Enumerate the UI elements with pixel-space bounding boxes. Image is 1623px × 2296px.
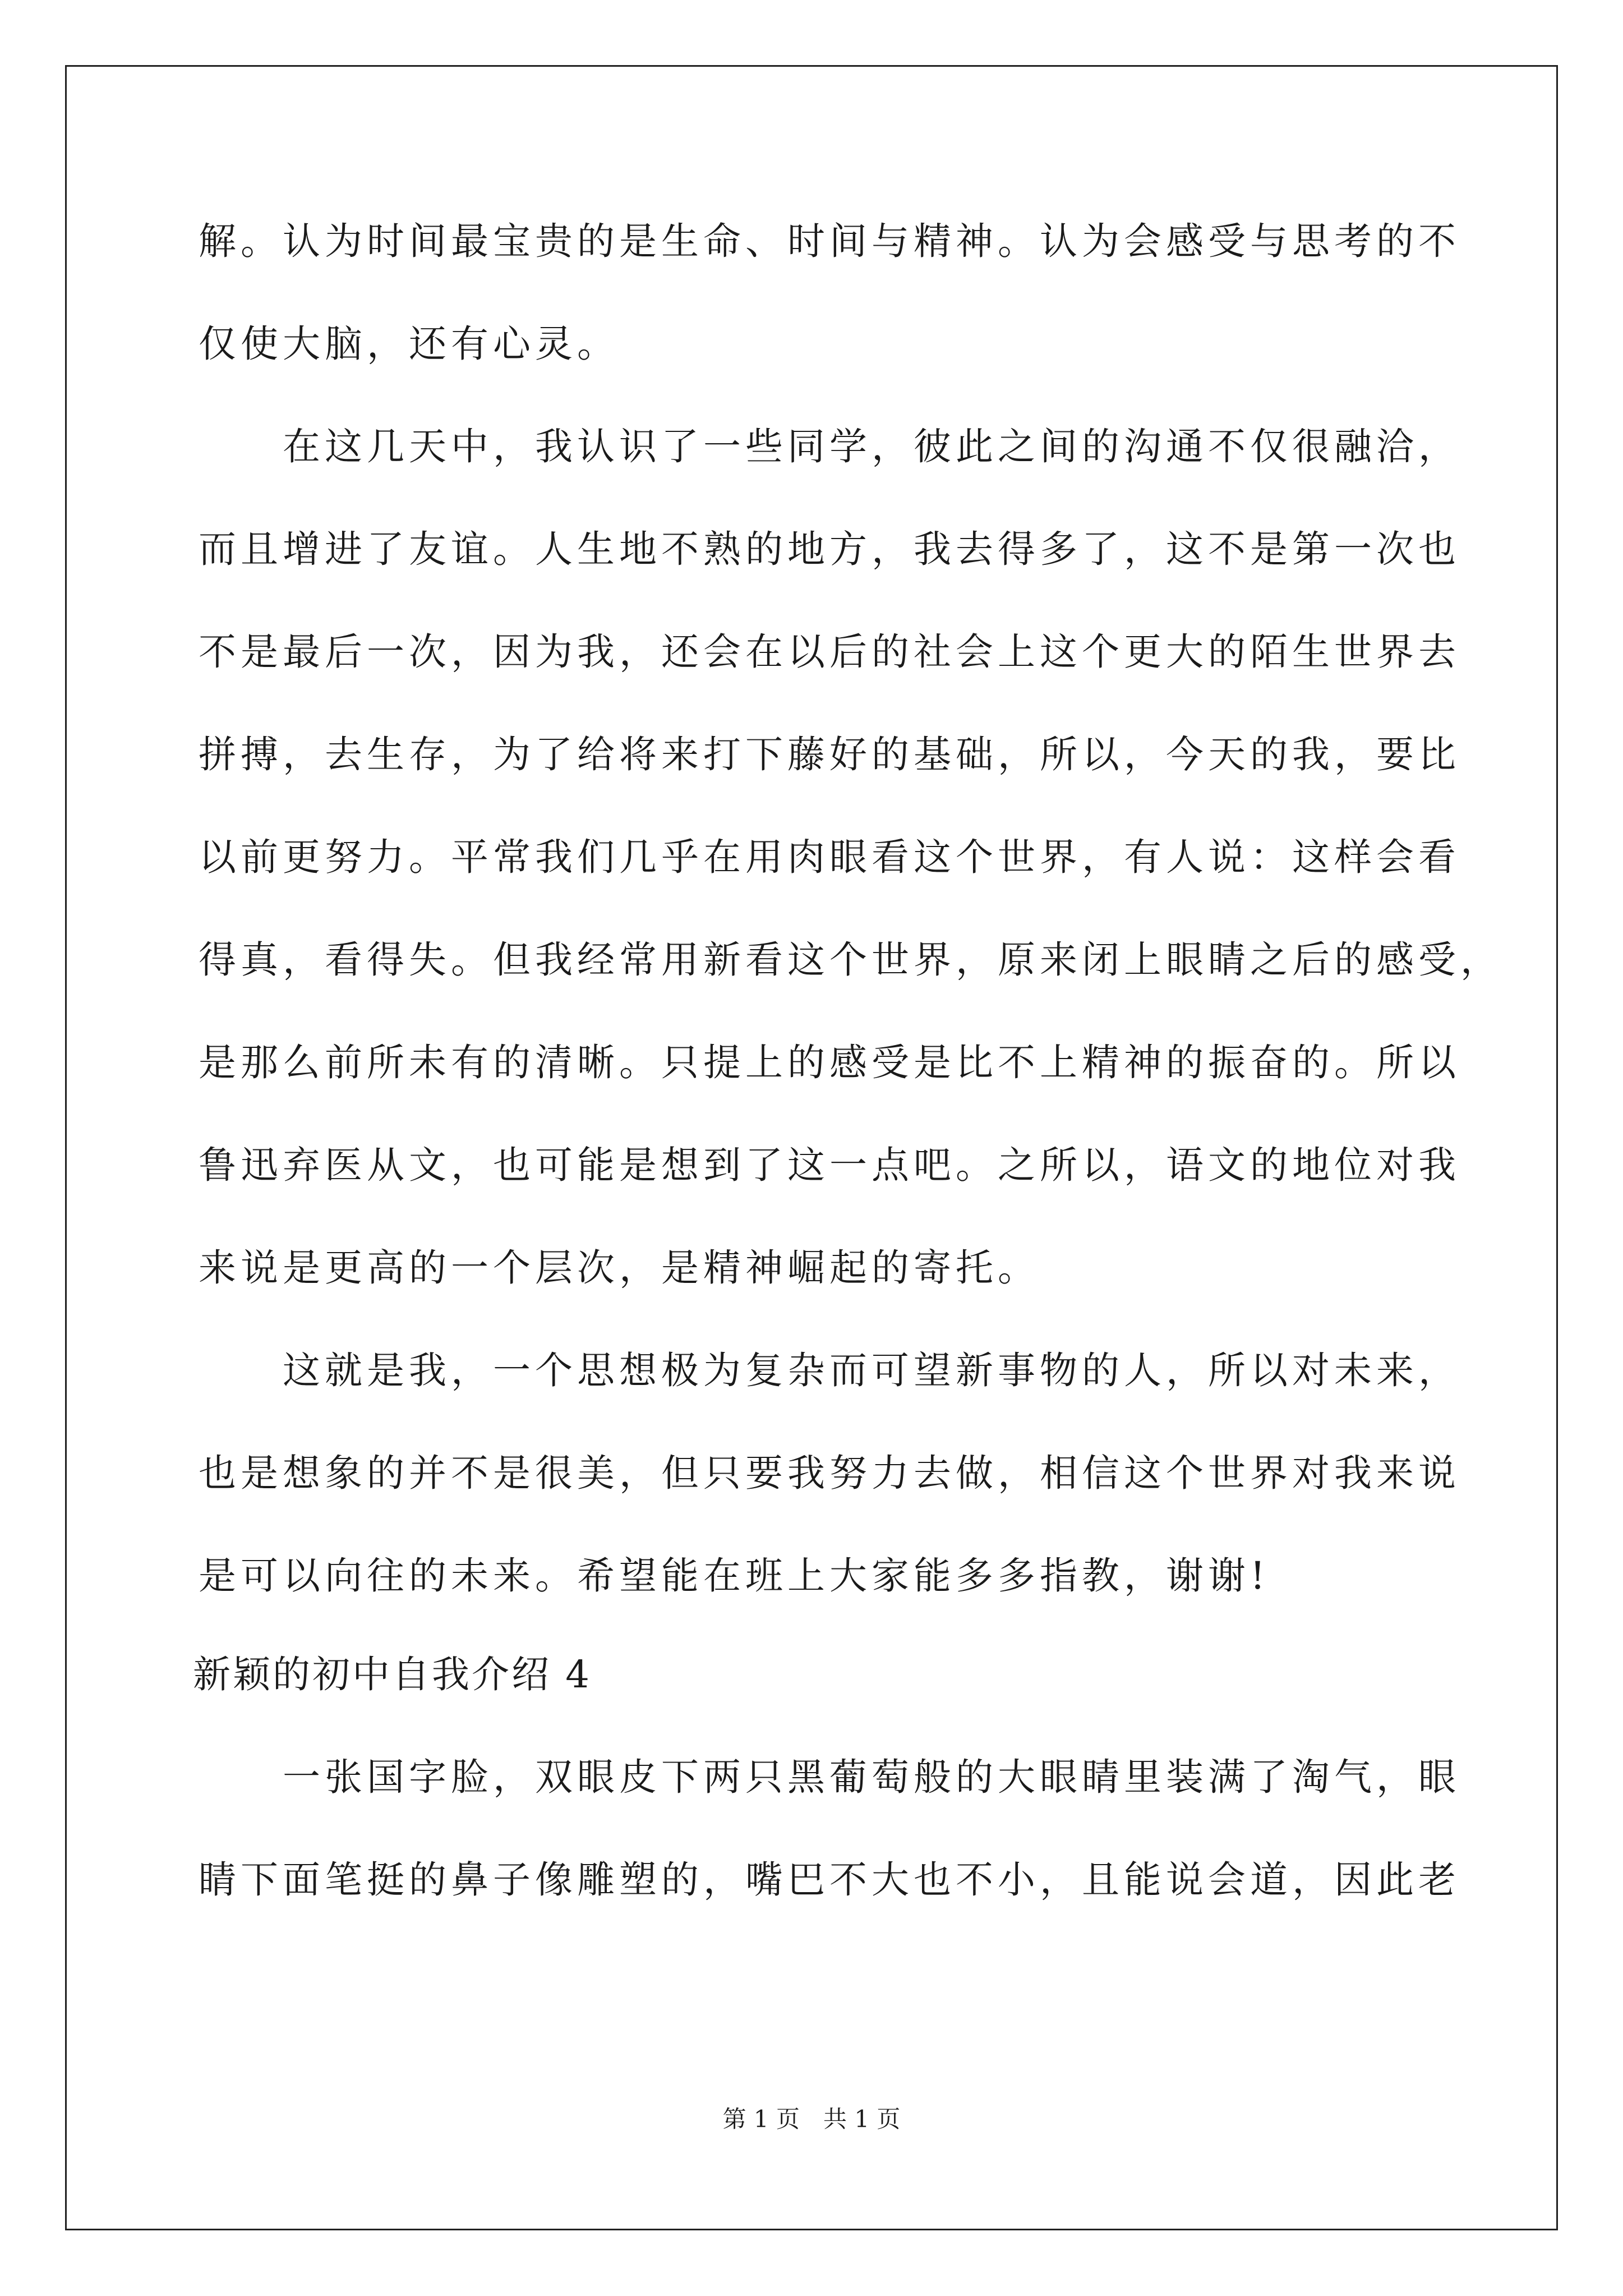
text-line: 睛下面笔挺的鼻子像雕塑的，嘴巴不大也不小，且能说会道，因此老: [199, 1858, 1460, 1902]
text-line: 拼搏，去生存，为了给将来打下藤好的基础，所以，今天的我，要比: [199, 733, 1460, 776]
text-line: 而且增进了友谊。人生地不熟的地方，我去得多了，这不是第一次也: [199, 527, 1460, 571]
text-line: 也是想象的并不是很美，但只要我努力去做，相信这个世界对我来说: [199, 1451, 1460, 1495]
text-line: 不是最后一次，因为我，还会在以后的社会上这个更大的陌生世界去: [199, 630, 1460, 674]
text-line: 是那么前所未有的清晰。只提上的感受是比不上精神的振奋的。所以: [199, 1041, 1460, 1084]
text-line: 一张国字脸，双眼皮下两只黑葡萄般的大眼睛里装满了淘气，眼: [199, 1755, 1460, 1799]
text-line: 得真，看得失。但我经常用新看这个世界，原来闭上眼睛之后的感受，: [199, 938, 1502, 982]
text-line: 在这几天中，我认识了一些同学，彼此之间的沟通不仅很融洽，: [199, 425, 1460, 468]
text-line: 解。认为时间最宝贵的是生命、时间与精神。认为会感受与思考的不: [199, 219, 1460, 263]
text-line: 以前更努力。平常我们几乎在用肉眼看这个世界，有人说：这样会看: [199, 835, 1460, 879]
page-footer: 第 1 页 共 1 页: [722, 2105, 901, 2133]
text-line: 这就是我，一个思想极为复杂而可望新事物的人，所以对未来，: [199, 1349, 1460, 1392]
text-line: 鲁迅弃医从文，也可能是想到了这一点吧。之所以，语文的地位对我: [199, 1143, 1460, 1187]
section-heading: 新颖的初中自我介绍 4: [193, 1653, 592, 1696]
text-line: 仅使大脑，还有心灵。: [199, 322, 619, 366]
text-line: 来说是更高的一个层次，是精神崛起的寄托。: [199, 1246, 1040, 1290]
text-line: 是可以向往的未来。希望能在班上大家能多多指教，谢谢!: [199, 1554, 1270, 1598]
